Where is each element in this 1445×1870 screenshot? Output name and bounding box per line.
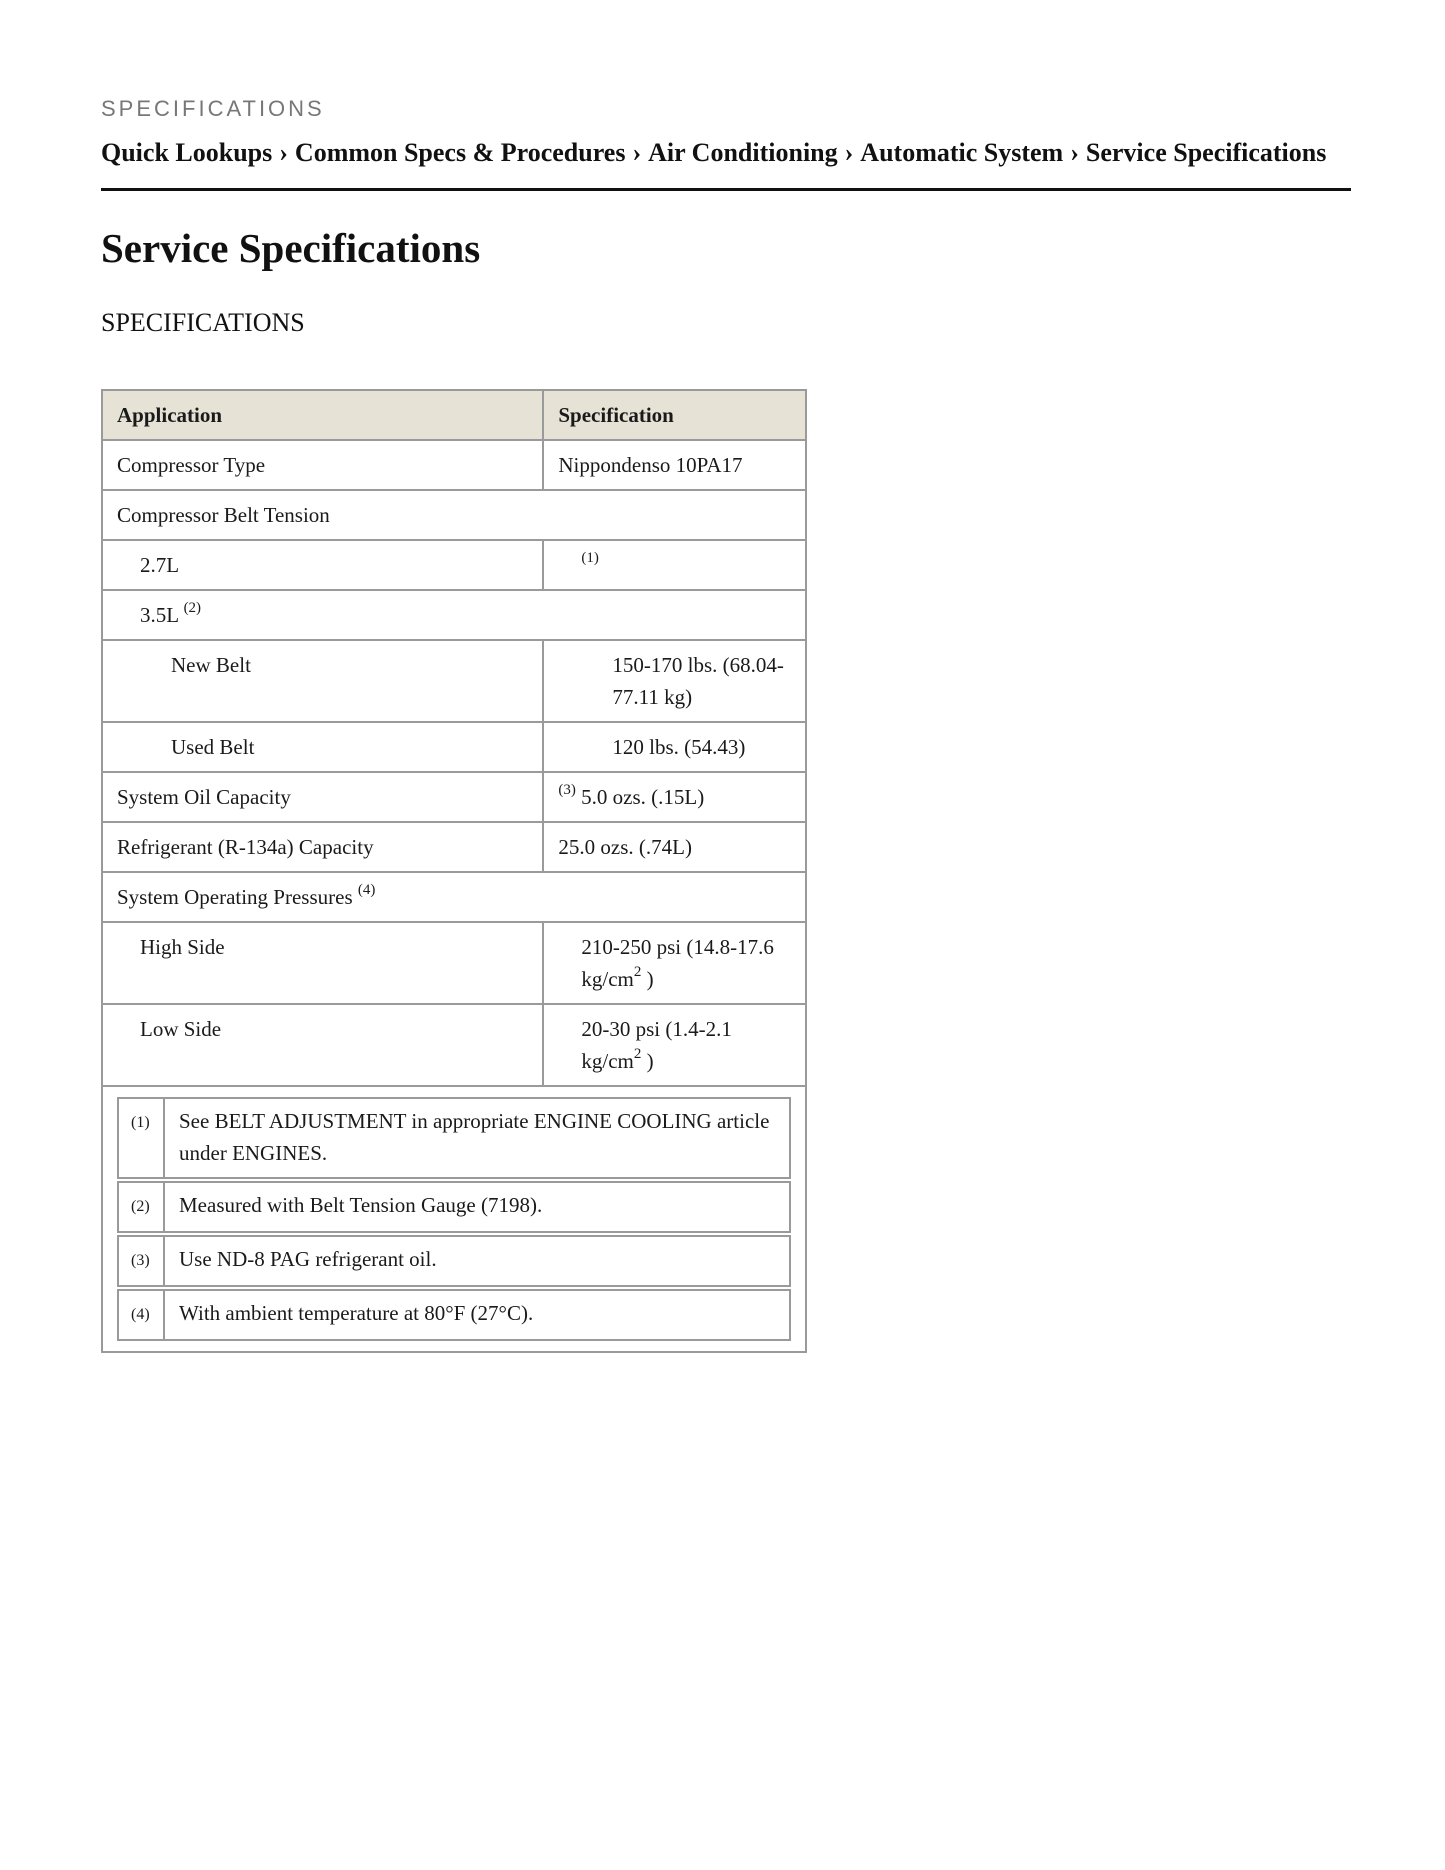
table-row — [102, 490, 806, 540]
footnote-item — [117, 1181, 791, 1233]
footnote-number: (4) — [117, 1289, 163, 1341]
section-title: SPECIFICATIONS — [101, 308, 305, 337]
application-label: System Operating Pressures — [117, 885, 353, 909]
table-row — [102, 872, 806, 922]
table-row — [102, 822, 806, 872]
breadcrumb-item-air-conditioning[interactable]: Air Conditioning — [648, 138, 838, 167]
breadcrumb-item-service-specifications[interactable]: Service Specifications — [1085, 138, 1327, 167]
breadcrumb-item-common-specs[interactable]: Common Specs & Procedures — [294, 138, 626, 167]
breadcrumb-separator: › — [1070, 138, 1079, 167]
application-cell: 2.7L — [102, 540, 543, 590]
breadcrumb-separator: › — [844, 138, 854, 167]
breadcrumb — [101, 138, 1351, 168]
application-cell: Used Belt — [102, 722, 543, 772]
footnotes-row — [102, 1086, 806, 1352]
footnote-reference[interactable]: (2) — [183, 600, 202, 616]
footnotes-table — [117, 1095, 791, 1343]
specification-cell: 150-170 lbs. (68.04-77.11 kg) — [543, 640, 806, 722]
specification-cell: Nippondenso 10PA17 — [543, 440, 806, 490]
unit-exponent: 2 — [633, 964, 642, 980]
application-cell: System Oil Capacity — [102, 772, 543, 822]
footnote-text: Use ND-8 PAG refrigerant oil. — [163, 1235, 791, 1287]
footnote-reference[interactable]: (4) — [357, 882, 376, 898]
column-header-application: Application — [102, 390, 543, 440]
section-kicker: SPECIFICATIONS — [101, 96, 325, 121]
unit-exponent: 2 — [633, 1046, 642, 1062]
application-cell: Low Side — [102, 1004, 543, 1086]
footnotes-cell — [102, 1086, 806, 1352]
specification-cell — [543, 772, 806, 822]
specification-tail: ) — [641, 967, 654, 991]
footnote-number: (1) — [117, 1097, 163, 1179]
breadcrumb-item-quick-lookups[interactable]: Quick Lookups — [101, 138, 273, 167]
table-row — [102, 440, 806, 490]
page-title: Service Specifications — [101, 225, 481, 271]
footnote-item — [117, 1097, 791, 1179]
specification-tail: ) — [641, 1049, 654, 1073]
table-row — [102, 722, 806, 772]
specification-cell: 120 lbs. (54.43) — [543, 722, 806, 772]
table-row — [102, 772, 806, 822]
group-heading-cell — [102, 590, 806, 640]
footnote-number: (2) — [117, 1181, 163, 1233]
breadcrumb-separator: › — [279, 138, 288, 167]
breadcrumb-separator: › — [632, 138, 642, 167]
table-row — [102, 540, 806, 590]
footnote-text: See BELT ADJUSTMENT in appropriate ENGINE COOLING article under ENGINES. — [163, 1097, 791, 1179]
specification-value: 20-30 psi (1.4-2.1 kg/cm — [581, 1017, 732, 1073]
footnote-reference[interactable]: (1) — [581, 550, 599, 566]
table-row — [102, 1004, 806, 1086]
table-row — [102, 640, 806, 722]
header-divider — [101, 188, 1351, 191]
table-row — [102, 922, 806, 1004]
application-cell: Refrigerant (R-134a) Capacity — [102, 822, 543, 872]
specification-cell — [543, 540, 806, 590]
footnote-reference[interactable]: (3) — [558, 782, 576, 798]
footnote-text: Measured with Belt Tension Gauge (7198). — [163, 1181, 791, 1233]
footnote-text: With ambient temperature at 80°F (27°C). — [163, 1289, 791, 1341]
specification-cell — [543, 1004, 806, 1086]
specification-cell: 25.0 ozs. (.74L) — [543, 822, 806, 872]
breadcrumb-item-automatic-system[interactable]: Automatic System — [860, 138, 1064, 167]
specifications-table — [101, 389, 807, 1353]
group-heading-cell — [102, 872, 806, 922]
application-cell: New Belt — [102, 640, 543, 722]
column-header-specification: Specification — [543, 390, 806, 440]
footnote-number: (3) — [117, 1235, 163, 1287]
table-header-row — [102, 390, 806, 440]
table-row — [102, 590, 806, 640]
application-cell: High Side — [102, 922, 543, 1004]
footnote-item — [117, 1289, 791, 1341]
specification-value: 210-250 psi (14.8-17.6 kg/cm — [581, 935, 774, 991]
group-heading-cell: Compressor Belt Tension — [102, 490, 806, 540]
application-label: 3.5L — [140, 603, 179, 627]
specification-cell — [543, 922, 806, 1004]
specification-value: 5.0 ozs. (.15L) — [581, 785, 705, 809]
application-cell: Compressor Type — [102, 440, 543, 490]
footnote-item — [117, 1235, 791, 1287]
